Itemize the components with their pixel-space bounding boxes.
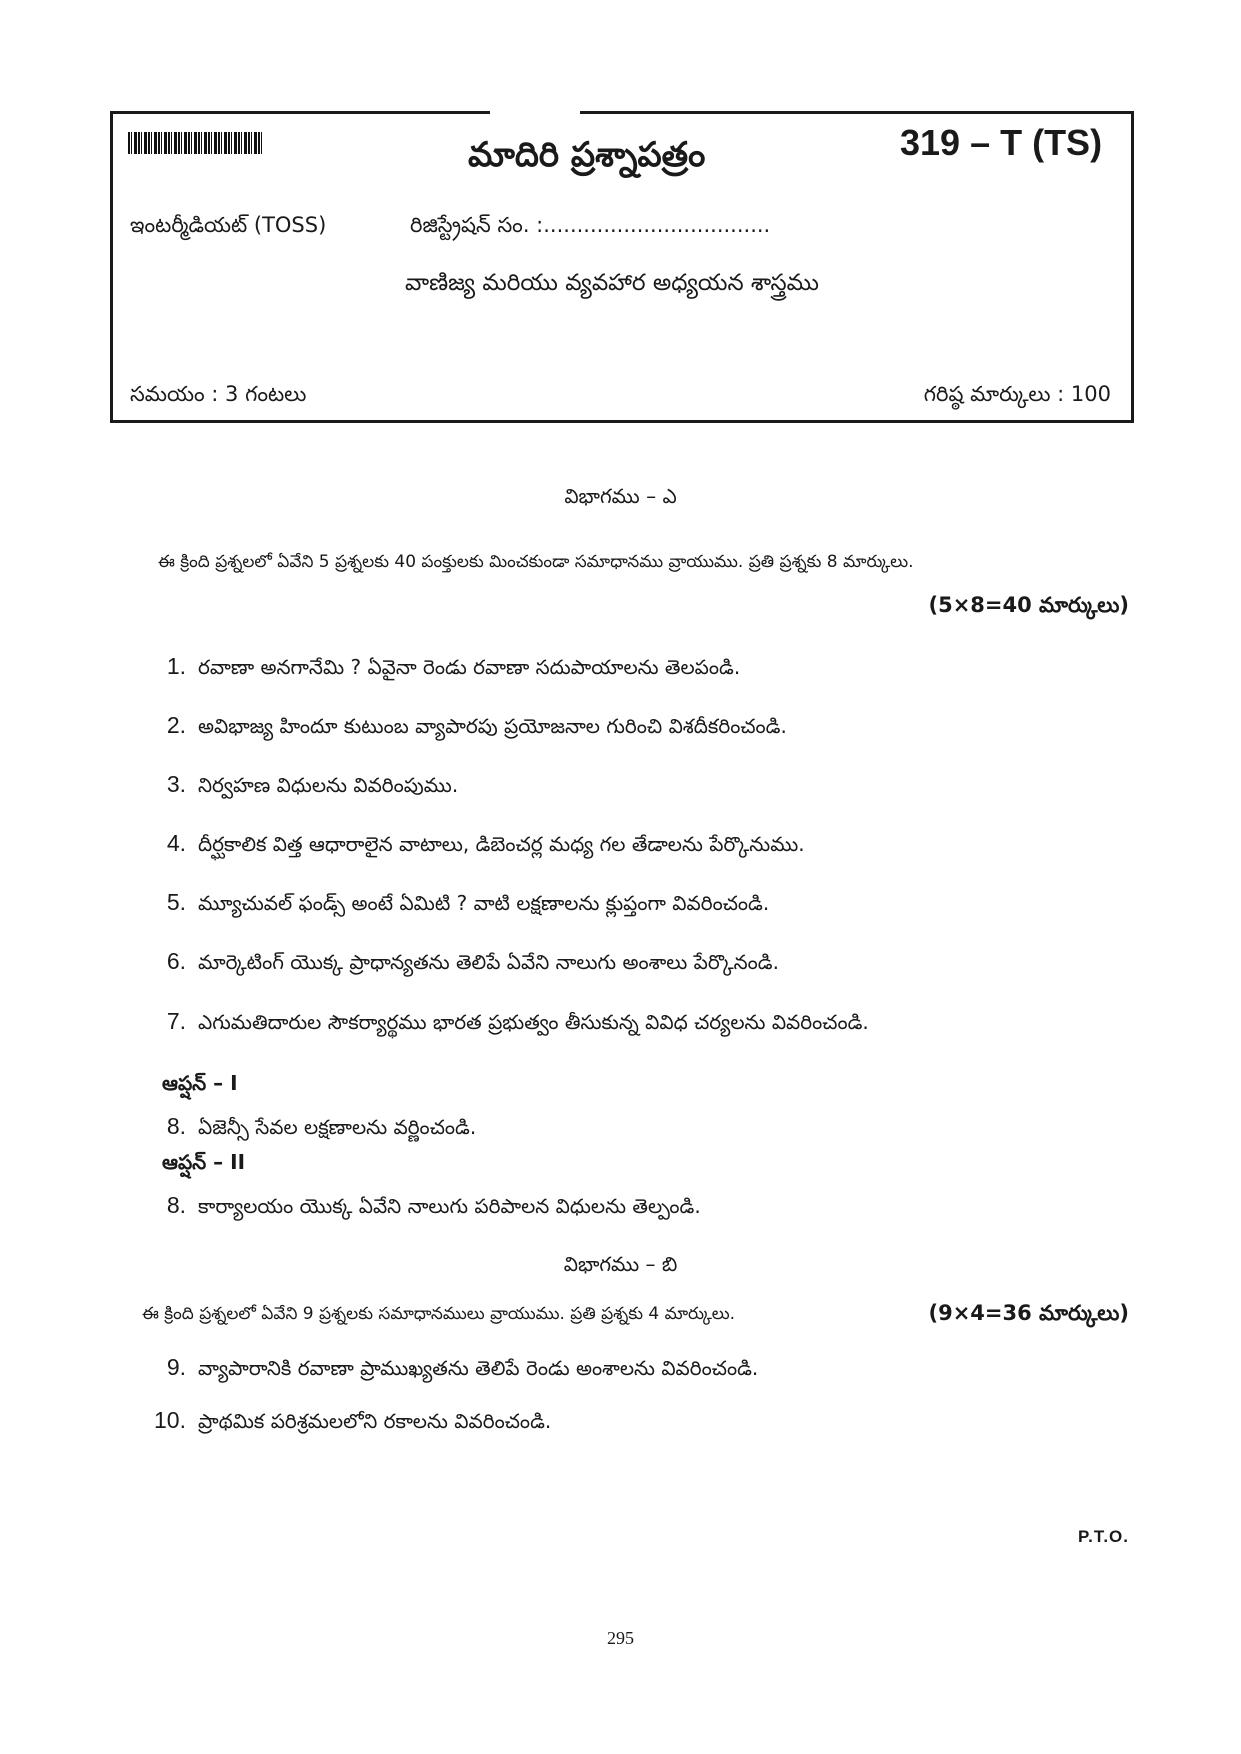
- section-a-instruction: ఈ క్రింది ప్రశ్నలలో ఏవేని 5 ప్రశ్నలకు 40 పంక్తులకు మించకుండా సమాధానము వ్రాయుము. ప్రతి ప్రశ్నకు 8 మార్కులు.: [158, 552, 914, 572]
- question-item: 9. వ్యాపారానికి రవాణా ప్రాముఖ్యతను తెలిపే రెండు అంశాలను వివరించండి.: [166, 1354, 759, 1380]
- question-item: 6. మార్కెటింగ్ యొక్క ప్రాధాన్యతను తెలిపే ఏవేని నాలుగు అంశాలు పేర్కొనండి.: [166, 948, 779, 974]
- question-item: 2. అవిభాజ్య హిందూ కుటుంబ వ్యాపారపు ప్రయోజనాల గురించి విశదీకరించండి.: [166, 712, 787, 738]
- course-name: ఇంటర్మీడియట్ (TOSS): [130, 213, 327, 237]
- section-a-marks: (5×8=40 మార్కులు): [928, 593, 1129, 617]
- question-item: 10. ప్రాథమిక పరిశ్రమలలోని రకాలను వివరించండి.: [154, 1407, 552, 1433]
- time-allowed: సమయం : 3 గంటలు: [130, 382, 307, 406]
- max-marks: గరిష్ఠ మార్కులు : 100: [923, 382, 1111, 406]
- section-b-heading: విభాగము – బి: [563, 1252, 678, 1276]
- page-number: 295: [607, 1628, 634, 1648]
- registration-field: రిజిస్ట్రేషన్ సం. :..................................: [410, 213, 771, 237]
- section-b-marks: (9×4=36 మార్కులు): [928, 1301, 1129, 1325]
- question-item: 8. కార్యాలయం యొక్క ఏవేని నాలుగు పరిపాలన విధులను తెల్పండి.: [166, 1192, 701, 1218]
- pto-note: P.T.O.: [1077, 1527, 1129, 1546]
- section-b-instruction: ఈ క్రింది ప్రశ్నలలో ఏవేని 9 ప్రశ్నలకు సమాధానములు వ్రాయుము. ప్రతి ప్రశ్నకు 4 మార్కులు.: [142, 1304, 736, 1324]
- section-a-heading: విభాగము – ఎ: [564, 484, 677, 508]
- header-box-gap: [490, 103, 580, 117]
- paper-code: 319 – T (TS): [900, 122, 1103, 163]
- question-item: 4. దీర్ఘకాలిక విత్త ఆధారాలైన వాటాలు, డిబెంచర్ల మధ్య గల తేడాలను పేర్కొనుము.: [166, 830, 805, 856]
- question-item: 5. మ్యూచువల్ ఫండ్స్ అంటే ఏమిటి ? వాటి లక్షణాలను క్లుప్తంగా వివరించండి.: [166, 889, 770, 915]
- subject-name: వాణిజ్య మరియు వ్యవహార అధ్యయన శాస్త్రము: [405, 270, 819, 296]
- option-2-label: ఆప్షన్ – II: [162, 1150, 246, 1174]
- option-1-label: ఆప్షన్ – I: [162, 1071, 238, 1095]
- barcode: [128, 132, 264, 154]
- question-item: 8. ఏజెన్సీ సేవల లక్షణాలను వర్ణించండి.: [166, 1113, 477, 1139]
- question-item: 3. నిర్వహణ విధులను వివరింపుము.: [166, 771, 459, 797]
- question-item: 7. ఎగుమతిదారుల సౌకర్యార్థము భారత ప్రభుత్వం తీసుకున్న వివిధ చర్యలను వివరించండి.: [166, 1008, 869, 1034]
- question-item: 1. రవాణా అనగానేమి ? ఏవైనా రెండు రవాణా సదుపాయాలను తెలపండి.: [166, 653, 741, 679]
- paper-title: మాదిరి ప్రశ్నాపత్రం: [468, 135, 706, 175]
